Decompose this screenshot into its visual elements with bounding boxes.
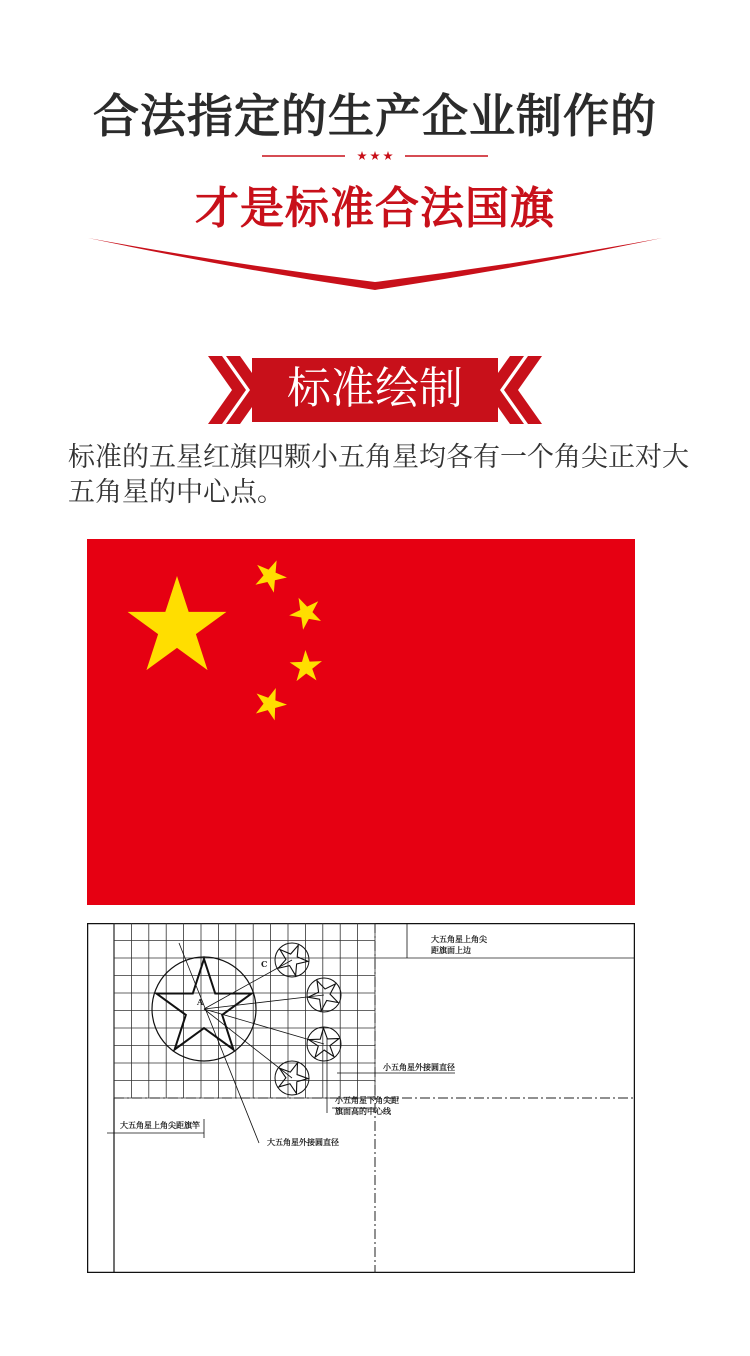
headline-line-1: 合法指定的生产企业制作的 bbox=[93, 89, 657, 143]
marker-c: C bbox=[261, 959, 268, 969]
ornament-star bbox=[383, 151, 393, 160]
national-flag bbox=[87, 539, 635, 905]
section-title: 标准绘制 bbox=[287, 363, 463, 414]
headline-line-2: 才是标准合法国旗 bbox=[195, 183, 555, 234]
label-small-center-2: 旗面高的中心线 bbox=[335, 1106, 391, 1116]
red-swoosh-divider bbox=[0, 232, 750, 296]
ornament-star bbox=[370, 151, 380, 160]
ornament-star bbox=[357, 151, 367, 160]
section-description: 标准的五星红旗四颗小五角星均各有一个角尖正对大五角星的中心点。 bbox=[68, 442, 689, 508]
flag-construction-diagram bbox=[87, 923, 635, 1273]
label-top-right-2: 距旗面上边 bbox=[431, 945, 471, 955]
label-small-circle: 小五角星外接圆直径 bbox=[383, 1062, 455, 1072]
headline-divider bbox=[0, 148, 750, 164]
label-small-center-1: 小五角星下角尖距 bbox=[335, 1095, 399, 1105]
small-stars-ornament bbox=[357, 151, 393, 160]
label-top-right-1: 大五角星上角尖 bbox=[431, 934, 487, 944]
marker-a: A bbox=[197, 997, 204, 1007]
label-big-circle: 大五角星外接圆直径 bbox=[267, 1137, 339, 1147]
label-big-star-offset: 大五角星上角尖距旗竿 bbox=[120, 1120, 200, 1130]
